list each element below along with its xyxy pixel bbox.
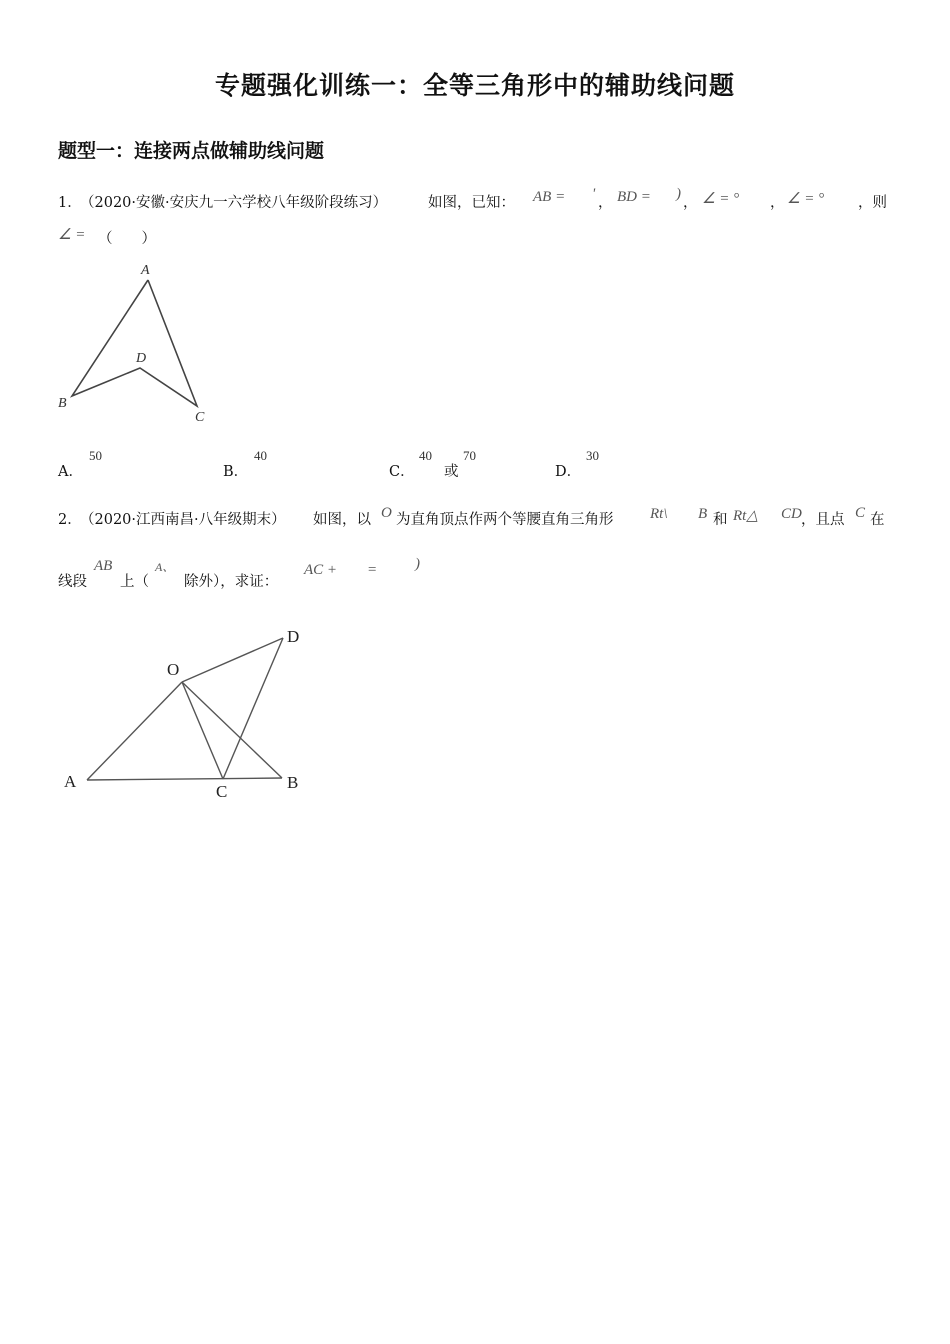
q2-text-1: 如图，以 [313, 512, 371, 528]
q1-sep3: ， [770, 195, 785, 211]
q1-mark2: ) [676, 186, 681, 202]
q2-label-d: D [287, 627, 300, 646]
q1-figure-outline [72, 280, 197, 406]
q2-text-5: 在 [870, 512, 885, 528]
q2-segment-od [182, 638, 283, 682]
q2-line2-text-3: 除外），求证： [184, 574, 279, 590]
q2-math-rt1: Rt\ [650, 506, 668, 522]
q1-option-a-value: 50 [89, 448, 102, 463]
q1-option-b-value: 40 [254, 448, 267, 463]
q2-text-4: ，且点 [801, 512, 845, 528]
q2-label-b: B [287, 773, 299, 792]
q2-math-a: A、 [155, 560, 175, 574]
q1-math-bd: BD = [617, 189, 651, 205]
q1-label-b: B [58, 396, 67, 411]
q1-text-post: ，则 [858, 195, 887, 211]
q2-math-end: ) [415, 556, 420, 572]
q2-text-2: 为直角顶点作两个等腰直角三角形 [396, 512, 614, 528]
q1-math-angle1: ∠ = ° [702, 191, 740, 207]
q1-number: 1． [58, 195, 82, 211]
q2-text-3: 和 [713, 512, 728, 528]
q1-option-a-label: A． [58, 464, 83, 480]
q2-math-proof: AC + = [304, 562, 378, 578]
q2-math-b: B [698, 506, 708, 522]
q2-label-o: O [167, 660, 180, 679]
q2-math-c: C [855, 505, 866, 521]
q1-math-angle2: ∠ = ° [787, 191, 825, 207]
q2-segment-dc [223, 638, 283, 779]
q2-segment-ab [87, 778, 282, 780]
page-title: 专题强化训练一：全等三角形中的辅助线问题 [214, 71, 735, 100]
q1-mark1: ' [592, 186, 596, 202]
q2-math-rt2: Rt△ [733, 508, 758, 524]
q2-segment-ao [87, 682, 182, 780]
q1-answer-blank: （ ） [98, 231, 156, 247]
q1-figure [55, 258, 220, 428]
q1-option-b-label: B． [223, 464, 249, 480]
q1-line2-math: ∠ = [58, 227, 86, 243]
q1-text-pre: 如图，已知： [428, 195, 515, 211]
q2-number: 2． [58, 512, 82, 528]
q1-sep2: ， [683, 195, 698, 211]
q2-label-a: A [64, 772, 77, 791]
q2-math-cd: CD [781, 506, 802, 522]
q2-source: （2020·江西南昌·八年级期末） [80, 512, 286, 528]
q1-source: （2020·安徽·安庆九一六学校八年级阶段练习） [80, 195, 388, 211]
q2-figure [55, 620, 320, 805]
q1-sep1: ， [598, 195, 613, 211]
section-heading: 题型一：连接两点做辅助线问题 [58, 140, 325, 162]
q1-label-d: D [136, 351, 147, 366]
q1-math-ab: AB = [533, 189, 566, 205]
q2-line2-text-1: 线段 [58, 574, 87, 590]
q1-option-d-value: 30 [586, 448, 599, 463]
q1-label-a: A [141, 263, 150, 278]
q2-label-c: C [216, 782, 228, 801]
q1-option-c-joiner: 或 [444, 464, 459, 480]
q2-math-ab: AB [94, 558, 113, 574]
q2-line2-text-2: 上（ [120, 574, 149, 590]
q1-option-c-value2: 70 [463, 448, 476, 463]
q1-label-c: C [195, 410, 205, 425]
q1-option-c-label: C． [389, 464, 415, 480]
q2-math-o: O [381, 505, 392, 521]
q1-option-d-label: D． [555, 464, 582, 480]
q2-segment-ob [182, 682, 282, 778]
q2-segment-oc [182, 682, 223, 779]
q1-option-c-value: 40 [419, 448, 432, 463]
